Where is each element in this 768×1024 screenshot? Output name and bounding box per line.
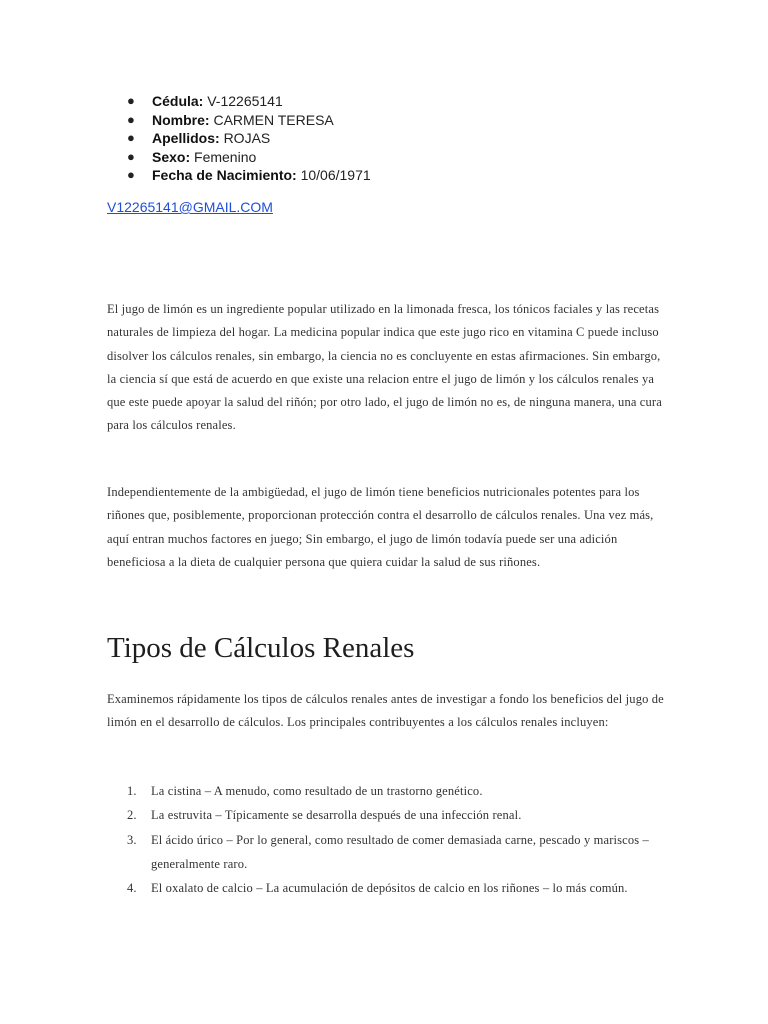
section-heading: Tipos de Cálculos Renales (107, 632, 415, 664)
info-item-fecha-nacimiento (127, 166, 371, 185)
info-label: Sexo: (152, 148, 191, 165)
list-number: 2. (127, 808, 137, 823)
email-link[interactable]: V12265141@GMAIL.COM (107, 199, 273, 215)
list-item (107, 803, 667, 827)
list-number: 4. (127, 881, 137, 896)
bullet-icon: ● (127, 111, 135, 127)
list-text: La cistina – A menudo, como resultado de un trastorno genético. (151, 784, 483, 798)
info-value: CARMEN TERESA (213, 111, 334, 128)
info-item-nombre (127, 111, 371, 130)
list-text: El ácido úrico – Por lo general, como resultado de comer demasiada carne, pescado y mariscos – generalmente raro. (151, 832, 649, 871)
bullet-icon: ● (127, 148, 135, 164)
list-item (107, 779, 667, 803)
info-value: V-12265141 (207, 93, 283, 109)
paragraph-ambiguity: Independientemente de la ambigüedad, el jugo de limón tiene beneficios nutricionales potentes para los riñones que, posiblemente, proporcionan protección contra el desarrollo de cálculos renales. Una vez más, aquí entran muchos factores en juego; Sin embargo, el jugo de limón todavía puede ser una adición beneficiosa a la dieta de cualquier persona que quiera cuidar la salud de sus riñones. (107, 485, 654, 569)
info-label: Apellidos: (152, 130, 220, 146)
info-value: Femenino (194, 148, 257, 165)
list-number: 1. (127, 784, 137, 798)
list-text: El oxalato de calcio – La acumulación de depósitos de calcio en los riñones – lo más común. (151, 881, 628, 896)
stone-types-list (107, 779, 667, 900)
paragraph-intro: Examinemos rápidamente los tipos de cálculos renales antes de investigar a fondo los beneficios del jugo de limón en el desarrollo de cálculos. Los principales contribuyentes a los cálculos renales incluyen: (107, 692, 664, 730)
bullet-icon: ● (127, 93, 135, 108)
info-item-apellidos (127, 129, 371, 148)
info-label: Fecha de Nacimiento: (152, 167, 297, 183)
bullet-icon: ● (127, 167, 135, 182)
personal-info-list (127, 92, 371, 185)
info-label: Nombre: (152, 111, 210, 128)
info-item-cedula (127, 92, 371, 111)
info-value: ROJAS (223, 130, 271, 146)
info-item-sexo (127, 148, 371, 167)
info-label: Cédula: (152, 93, 204, 109)
info-value: 10/06/1971 (300, 167, 371, 183)
list-text: La estruvita – Típicamente se desarrolla después de una infección renal. (151, 808, 522, 823)
list-item (107, 876, 667, 900)
bullet-icon: ● (127, 130, 135, 145)
list-item (107, 828, 667, 877)
paragraph-lemon-juice: El jugo de limón es un ingrediente popular utilizado en la limonada fresca, los tónicos faciales y las recetas naturales de limpieza del hogar. La medicina popular indica que este jugo rico en vitamina C puede incluso disolver los cálculos renales, sin embargo, la ciencia no es concluyente en estas afirmaciones. Sin embargo, la ciencia sí que está de acuerdo en que existe una relacion entre el jugo de limón y los cálculos renales ya que este puede apoyar la salud del riñón; por otro lado, el jugo de limón no es, de ninguna manera, una cura para los cálculos renales. (107, 302, 662, 433)
list-number: 3. (127, 832, 137, 847)
